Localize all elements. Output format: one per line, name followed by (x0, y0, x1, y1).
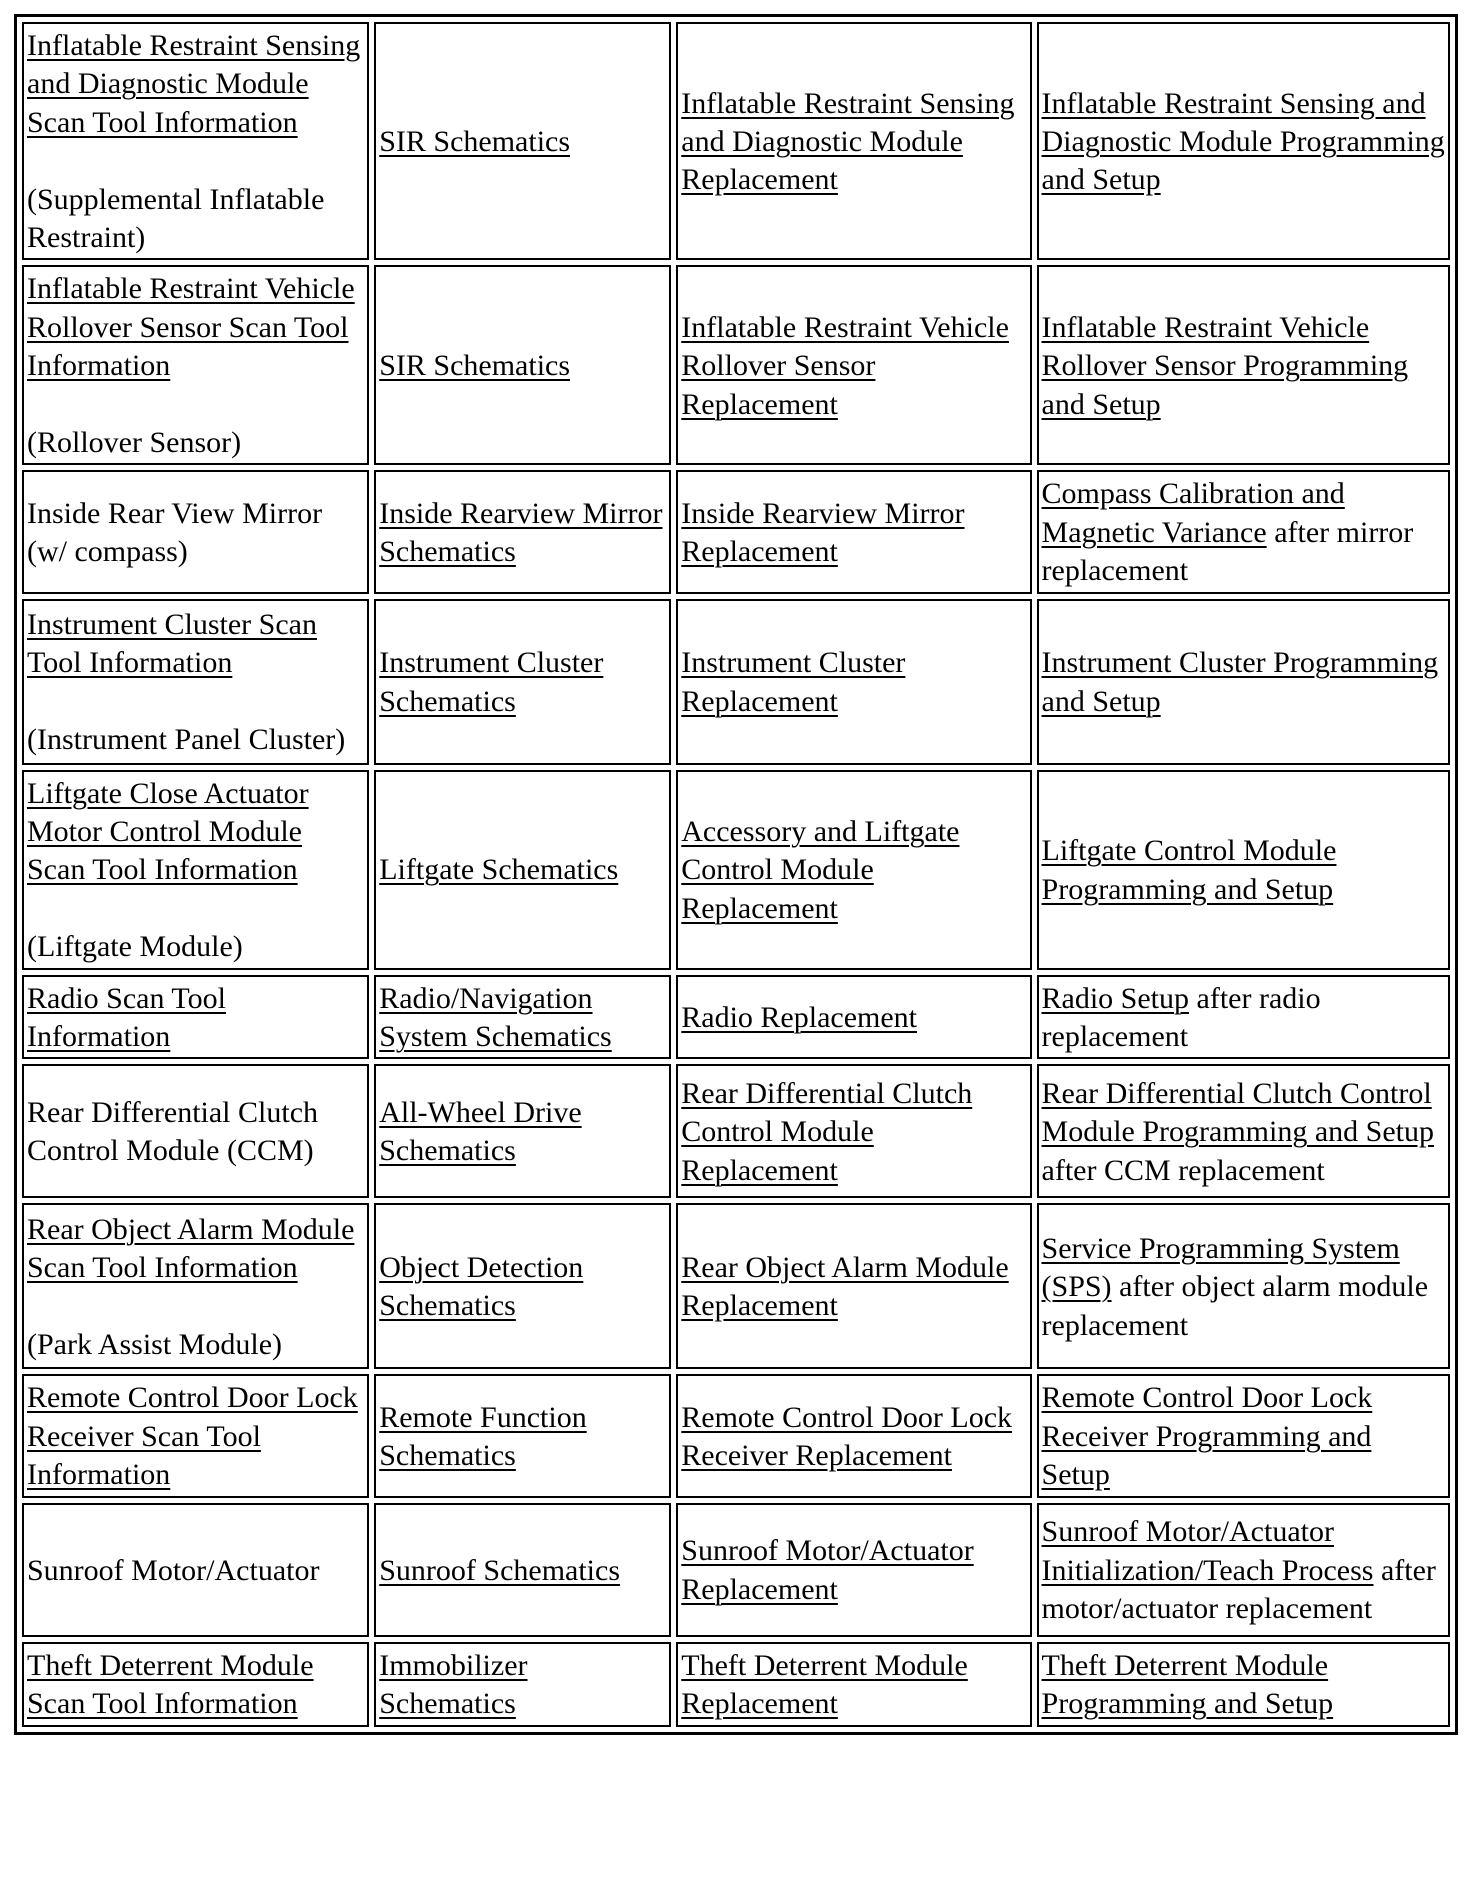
schematics-link[interactable]: Liftgate Schematics (379, 853, 619, 887)
programming-cell (1037, 1503, 1450, 1637)
programming-suffix: after radio replacement (1041, 981, 1321, 1054)
table-row (22, 1374, 1450, 1497)
schematics-link[interactable]: Object Detection Schematics (379, 1251, 584, 1323)
table-row (22, 975, 1450, 1060)
schematics-cell (374, 265, 671, 465)
table-row (22, 1064, 1450, 1198)
module-name: Sunroof Motor/Actuator (27, 1553, 320, 1587)
replacement-link[interactable]: Inside Rearview Mirror Replacement (681, 496, 965, 569)
programming-link[interactable]: Compass Calibration and Magnetic Variance (1041, 477, 1345, 549)
module-name: Rear Differential Clutch Control Module (CCM) (27, 1096, 319, 1168)
schematics-cell (374, 1064, 671, 1198)
schematics-cell (374, 975, 671, 1060)
table-body (22, 22, 1450, 1727)
scan-tool-info-link[interactable]: Remote Control Door Lock Receiver Scan Tool Information (27, 1381, 358, 1492)
scan-tool-info-link[interactable]: Liftgate Close Actuator Motor Control Module Scan Tool Information (27, 776, 309, 887)
table-row (22, 22, 1450, 260)
replacement-link[interactable]: Inflatable Restraint Sensing and Diagnostic Module Replacement (681, 86, 1015, 197)
replacement-cell (676, 599, 1031, 765)
programming-link[interactable]: Liftgate Control Module Programming and Setup (1041, 834, 1337, 906)
schematics-link[interactable]: SIR Schematics (379, 125, 571, 158)
programming-suffix: after motor/actuator replacement (1041, 1553, 1436, 1625)
programming-link[interactable]: Sunroof Motor/Actuator Initialization/Teach Process (1041, 1515, 1374, 1587)
module-cell (22, 1642, 369, 1727)
replacement-link[interactable]: Theft Deterrent Module Replacement (681, 1648, 968, 1721)
replacement-link[interactable]: Remote Control Door Lock Receiver Replacement (681, 1400, 1013, 1473)
table-row (22, 1642, 1450, 1727)
module-name: Inside Rear View Mirror (w/ compass) (27, 496, 323, 569)
programming-link[interactable]: Inflatable Restraint Vehicle Rollover Sensor Programming and Setup (1041, 310, 1409, 421)
replacement-link[interactable]: Rear Object Alarm Module Replacement (681, 1251, 1009, 1323)
schematics-link[interactable]: Inside Rearview Mirror Schematics (379, 496, 663, 569)
schematics-cell (374, 1503, 671, 1637)
schematics-cell (374, 1374, 671, 1497)
schematics-cell (374, 1203, 671, 1369)
table-row (22, 1503, 1450, 1637)
replacement-link[interactable]: Sunroof Motor/Actuator Replacement (681, 1534, 974, 1606)
programming-cell (1037, 1203, 1450, 1369)
schematics-cell (374, 599, 671, 765)
programming-link[interactable]: Inflatable Restraint Sensing and Diagnostic Module Programming and Setup (1041, 86, 1445, 197)
programming-link[interactable]: Remote Control Door Lock Receiver Programming and Setup (1041, 1381, 1373, 1492)
scan-tool-info-link[interactable]: Theft Deterrent Module Scan Tool Information (27, 1648, 314, 1721)
replacement-link[interactable]: Inflatable Restraint Vehicle Rollover Sensor Replacement (681, 310, 1009, 421)
programming-cell (1037, 265, 1450, 465)
schematics-cell (374, 770, 671, 970)
replacement-cell (676, 265, 1031, 465)
schematics-link[interactable]: All-Wheel Drive Schematics (379, 1096, 582, 1168)
schematics-link[interactable]: Instrument Cluster Schematics (379, 646, 604, 718)
service-information-table (14, 14, 1458, 1735)
schematics-link[interactable]: Sunroof Schematics (379, 1553, 621, 1587)
scan-tool-info-link[interactable]: Inflatable Restraint Sensing and Diagnostic Module Scan Tool Information (27, 29, 361, 139)
programming-cell (1037, 1064, 1450, 1198)
module-note: (Park Assist Module) (27, 1327, 282, 1361)
module-cell (22, 770, 369, 970)
programming-link[interactable]: Service Programming System (SPS) (1041, 1231, 1400, 1304)
replacement-cell (676, 1203, 1031, 1369)
module-cell (22, 1203, 369, 1369)
table-row (22, 470, 1450, 593)
module-cell (22, 1374, 369, 1497)
module-cell (22, 265, 369, 465)
schematics-link[interactable]: SIR Schematics (379, 349, 571, 383)
replacement-cell (676, 1064, 1031, 1198)
scan-tool-info-link[interactable]: Radio Scan Tool Information (27, 981, 226, 1054)
replacement-cell (676, 975, 1031, 1060)
schematics-link[interactable]: Radio/Navigation System Schematics (379, 981, 612, 1054)
replacement-cell (676, 1503, 1031, 1637)
programming-suffix: after CCM replacement (1041, 1153, 1325, 1187)
module-note: (Rollover Sensor) (27, 426, 242, 460)
module-cell (22, 599, 369, 765)
module-cell (22, 22, 369, 260)
replacement-link[interactable]: Radio Replacement (681, 1000, 918, 1034)
schematics-cell (374, 22, 671, 260)
programming-cell (1037, 1374, 1450, 1497)
programming-cell (1037, 770, 1450, 970)
schematics-cell (374, 470, 671, 593)
programming-cell (1037, 975, 1450, 1060)
module-cell (22, 1503, 369, 1637)
replacement-cell (676, 1374, 1031, 1497)
programming-cell (1037, 22, 1450, 260)
replacement-cell (676, 470, 1031, 593)
replacement-cell (676, 770, 1031, 970)
scan-tool-info-link[interactable]: Inflatable Restraint Vehicle Rollover Sensor Scan Tool Information (27, 272, 355, 383)
module-cell (22, 1064, 369, 1198)
schematics-cell (374, 1642, 671, 1727)
module-note: (Liftgate Module) (27, 930, 243, 964)
replacement-link[interactable]: Instrument Cluster Replacement (681, 646, 906, 718)
module-cell (22, 975, 369, 1060)
replacement-cell (676, 1642, 1031, 1727)
programming-suffix: after object alarm module replacement (1041, 1270, 1429, 1342)
table-row (22, 265, 1450, 465)
scan-tool-info-link[interactable]: Rear Object Alarm Module Scan Tool Information (27, 1212, 355, 1285)
programming-cell (1037, 599, 1450, 765)
programming-suffix: after mirror replacement (1041, 515, 1414, 588)
module-note: (Instrument Panel Cluster) (27, 723, 346, 757)
replacement-link[interactable]: Rear Differential Clutch Control Module Replacement (681, 1076, 973, 1187)
module-note: (Supplemental Inflatable Restraint) (27, 182, 325, 255)
programming-cell (1037, 1642, 1450, 1727)
replacement-link[interactable]: Accessory and Liftgate Control Module Replacement (681, 815, 960, 925)
table-row (22, 1203, 1450, 1369)
module-cell (22, 470, 369, 593)
programming-link[interactable]: Rear Differential Clutch Control Module Programming and Setup (1041, 1076, 1434, 1149)
scan-tool-info-link[interactable]: Instrument Cluster Scan Tool Information (27, 607, 317, 680)
programming-link[interactable]: Instrument Cluster Programming and Setup (1041, 646, 1439, 718)
schematics-link[interactable]: Remote Function Schematics (379, 1400, 587, 1473)
replacement-cell (676, 22, 1031, 260)
table-row (22, 599, 1450, 765)
schematics-link[interactable]: Immobilizer Schematics (379, 1648, 528, 1721)
programming-cell (1037, 470, 1450, 593)
table-row (22, 770, 1450, 970)
programming-link[interactable]: Radio Setup (1041, 981, 1190, 1015)
programming-link[interactable]: Theft Deterrent Module Programming and Setup (1041, 1648, 1334, 1721)
